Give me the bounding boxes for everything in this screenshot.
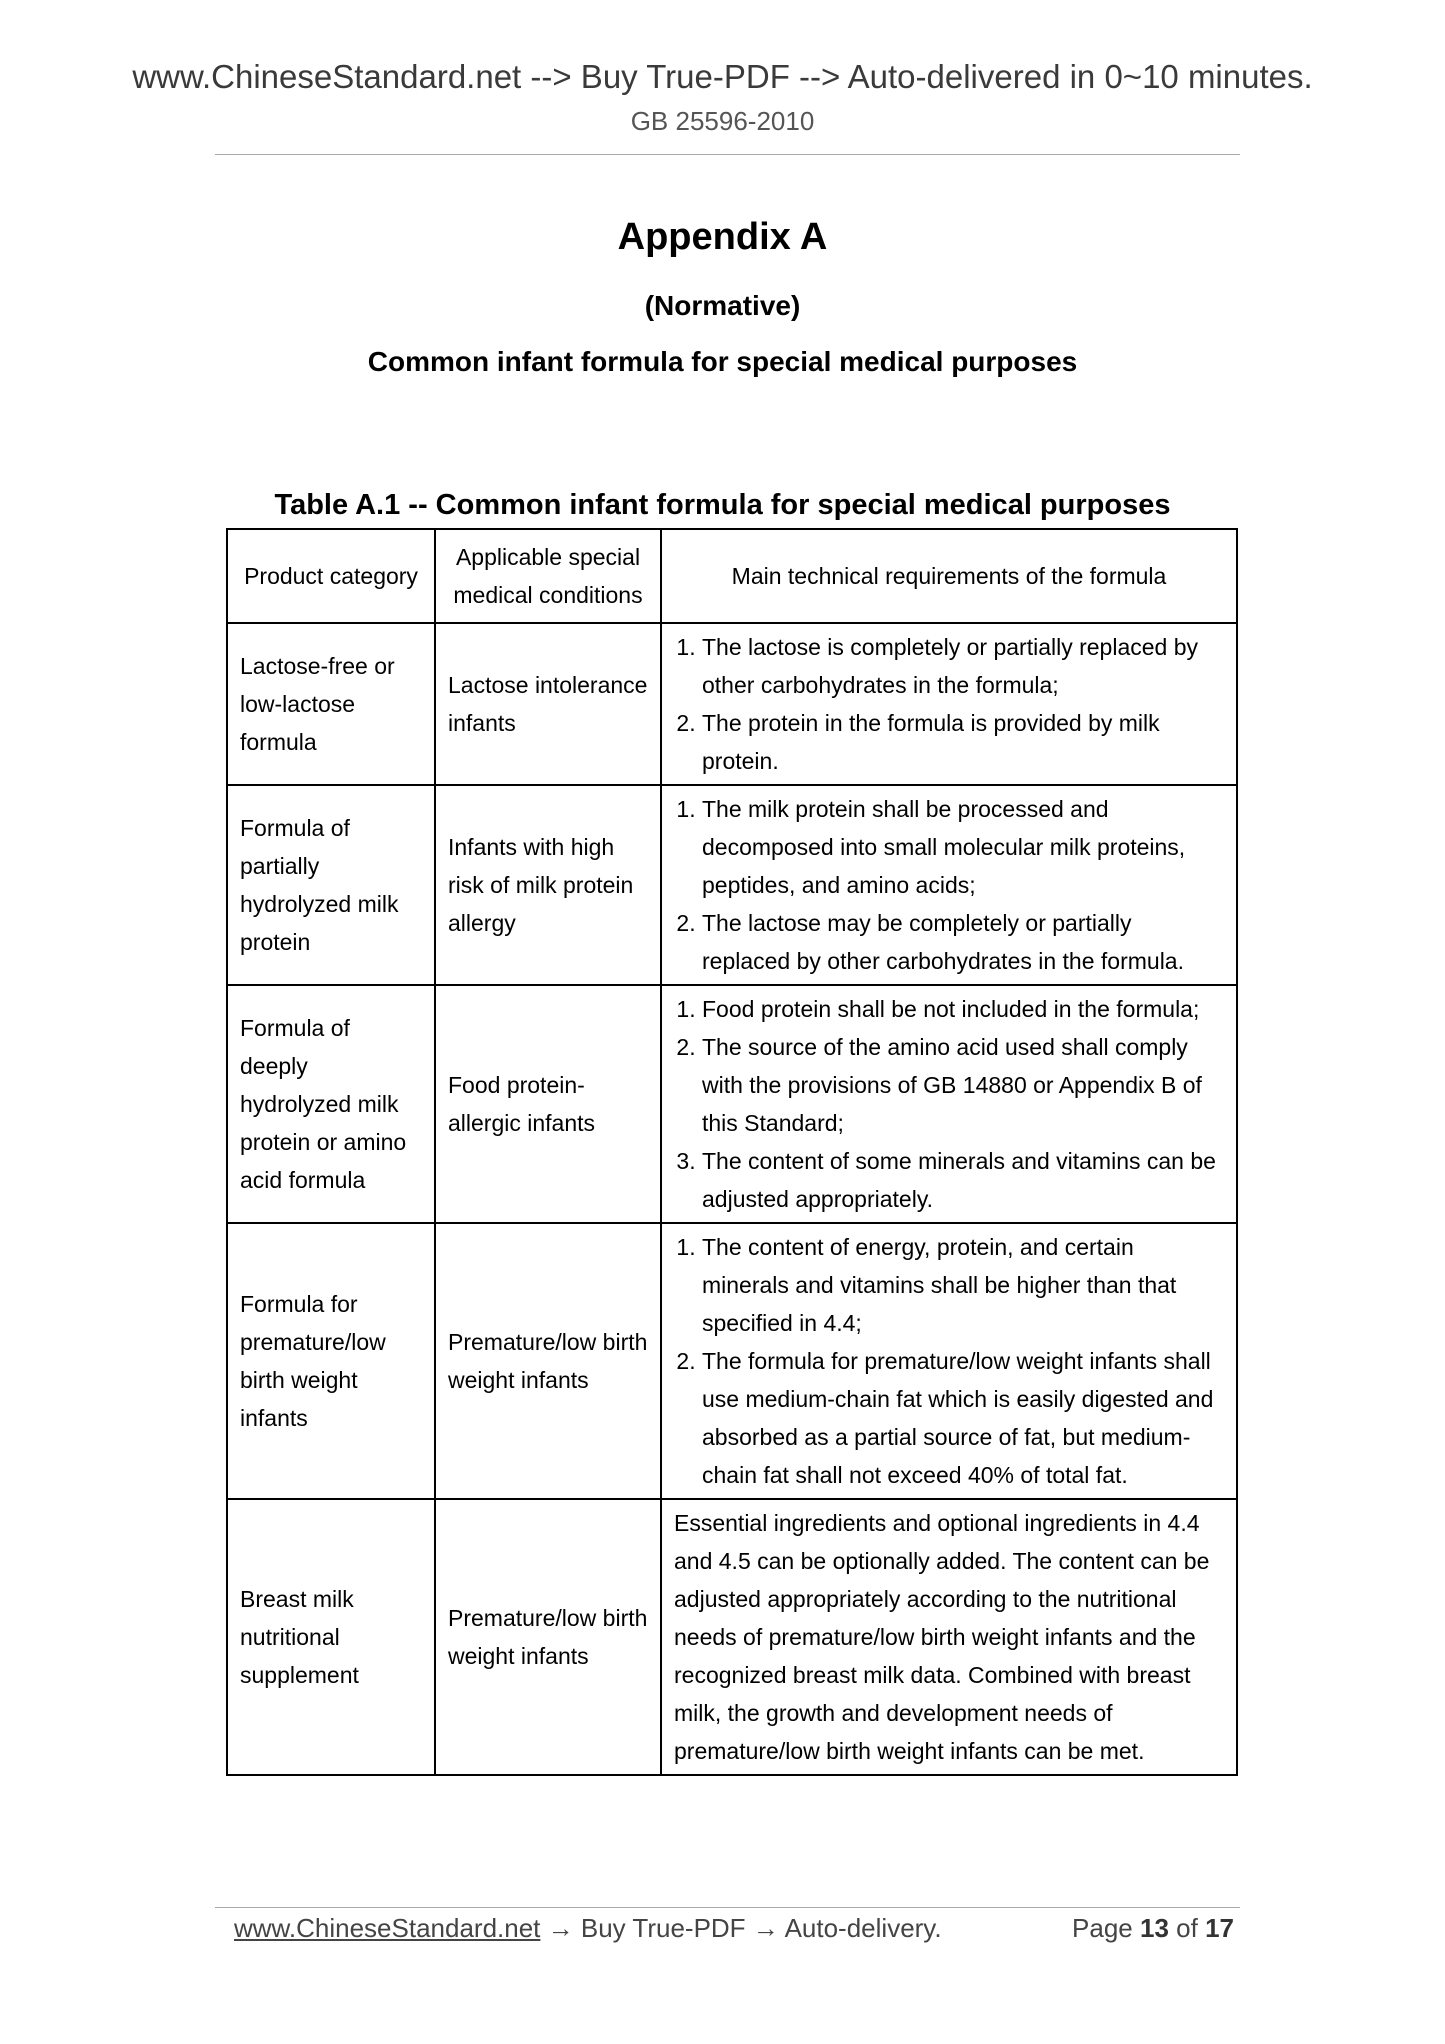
header-technical-requirements: Main technical requirements of the formula	[661, 529, 1237, 623]
requirements-cell	[661, 985, 1237, 1223]
appendix-heading: Common infant formula for special medical purposes	[367, 346, 1078, 377]
requirement-item: 3. The content of some minerals and vitamins can be adjusted appropriately.	[702, 1142, 1224, 1218]
requirements-list	[674, 1228, 1224, 1494]
table-row	[227, 985, 1237, 1223]
page-indicator	[1072, 1913, 1234, 1944]
condition-cell: Infants with high risk of milk protein allergy	[435, 785, 661, 985]
requirement-item: 1. The lactose is completely or partially replaced by other carbohydrates in the formula;	[702, 628, 1224, 704]
requirements-cell	[661, 785, 1237, 985]
requirements-list	[674, 790, 1224, 980]
header-standard-number: GB 25596-2010	[630, 106, 815, 136]
requirements-cell: Essential ingredients and optional ingredients in 4.4 and 4.5 can be optionally added. The content can be adjusted appropriately according to the nutritional needs of premature/low birth weight infants and the recognized breast milk data. Combined with breast milk, the growth and development needs of premature/low birth weight infants can be met.	[661, 1499, 1237, 1775]
requirement-item: 1. The content of energy, protein, and certain minerals and vitamins shall be higher than that specified in 4.4;	[702, 1228, 1224, 1342]
header-divider	[215, 154, 1240, 155]
requirement-item: 2. The lactose may be completely or partially replaced by other carbohydrates in the formula.	[702, 904, 1224, 980]
requirement-item: 2. The formula for premature/low weight infants shall use medium-chain fat which is easily digested and absorbed as a partial source of fat, but medium-chain fat shall not exceed 40% of total fat.	[702, 1342, 1224, 1494]
condition-cell: Premature/low birth weight infants	[435, 1499, 661, 1775]
product-category-cell: Formula of partially hydrolyzed milk protein	[227, 785, 435, 985]
requirement-item: 1. Food protein shall be not included in the formula;	[702, 990, 1224, 1028]
page-number: 13	[1140, 1913, 1169, 1943]
requirement-item: 2. The source of the amino acid used shall comply with the provisions of GB 14880 or Appendix B of this Standard;	[702, 1028, 1224, 1142]
footer-purchase-text: → Buy True-PDF → Auto-delivery.	[540, 1913, 942, 1943]
requirement-item: 1. The milk protein shall be processed and decomposed into small molecular milk proteins, peptides, and amino acids;	[702, 790, 1224, 904]
footer	[234, 1913, 1234, 1944]
table-row	[227, 1499, 1237, 1775]
condition-cell: Food protein-allergic infants	[435, 985, 661, 1223]
requirement-item: 2. The protein in the formula is provided by milk protein.	[702, 704, 1224, 780]
of-label: of	[1176, 1913, 1198, 1943]
header-product-category: Product category	[227, 529, 435, 623]
table-row	[227, 623, 1237, 785]
table-header-row	[227, 529, 1237, 623]
table-row	[227, 1223, 1237, 1499]
requirements-list	[674, 628, 1224, 780]
appendix-title: Appendix A	[617, 216, 828, 258]
appendix-subtitle: (Normative)	[644, 290, 801, 321]
header-special-conditions: Applicable special medical conditions	[435, 529, 661, 623]
table-caption: Table A.1 -- Common infant formula for special medical purposes	[274, 489, 1171, 521]
page-total: 17	[1205, 1913, 1234, 1943]
product-category-cell: Formula for premature/low birth weight infants	[227, 1223, 435, 1499]
product-category-cell: Lactose-free or low-lactose formula	[227, 623, 435, 785]
requirements-cell	[661, 1223, 1237, 1499]
requirements-list	[674, 990, 1224, 1218]
footer-divider	[215, 1907, 1240, 1908]
formula-table	[226, 528, 1238, 1776]
condition-cell: Premature/low birth weight infants	[435, 1223, 661, 1499]
header-top-line: www.ChineseStandard.net --> Buy True-PDF --> Auto-delivered in 0~10 minutes.	[132, 58, 1313, 95]
page-label: Page	[1072, 1913, 1133, 1943]
table-row	[227, 785, 1237, 985]
product-category-cell: Formula of deeply hydrolyzed milk protein or amino acid formula	[227, 985, 435, 1223]
condition-cell: Lactose intolerance infants	[435, 623, 661, 785]
requirements-cell	[661, 623, 1237, 785]
product-category-cell: Breast milk nutritional supplement	[227, 1499, 435, 1775]
footer-site-link[interactable]: www.ChineseStandard.net	[234, 1913, 541, 1943]
